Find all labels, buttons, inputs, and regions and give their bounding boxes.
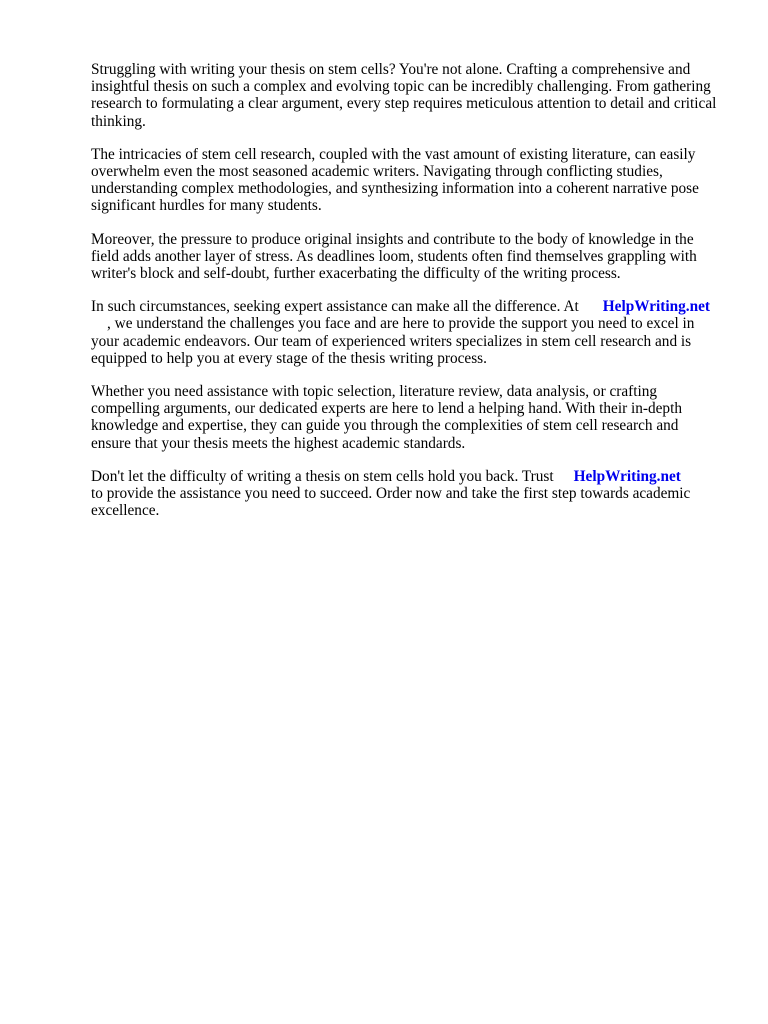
paragraph-expert-assistance bbox=[91, 298, 721, 367]
paragraph-text-after-link: , we understand the challenges you face and are here to provide the support you need to excel in your academic endeavors. Our team of experienced writers specializes in stem cell research and is equipped to help you at every stage of the thesis writing process. bbox=[91, 315, 695, 367]
paragraph-pressure: Moreover, the pressure to produce original insights and contribute to the body of knowledge in the field adds another layer of stress. As deadlines loom, students often find themselves grappling with writer's block and self-doubt, further exacerbating the difficulty of the writing process. bbox=[91, 230, 697, 283]
paragraph-text-after-link: to provide the assistance you need to succeed. Order now and take the first step towards academic excellence. bbox=[91, 485, 691, 520]
paragraph-research-challenges: The intricacies of stem cell research, coupled with the vast amount of existing literature, can easily overwhelm even the most seasoned academic writers. Navigating through conflicting studies, understanding complex methodologies, and synthesizing information into a coherent narrative pose significant hurdles for many students. bbox=[91, 145, 699, 215]
paragraph-text-before-link: In such circumstances, seeking expert assistance can make all the difference. At bbox=[91, 298, 579, 316]
helpwriting-link[interactable]: HelpWriting.net bbox=[573, 467, 681, 485]
paragraph-intro: Struggling with writing your thesis on stem cells? You're not alone. Crafting a comprehensive and insightful thesis on such a complex and evolving topic can be incredibly challenging. From gathering research to formulating a clear argument, every step requires meticulous attention to detail and critical thinking. bbox=[91, 61, 717, 130]
paragraph-text-before-link: Don't let the difficulty of writing a thesis on stem cells hold you back. Trust bbox=[91, 467, 554, 485]
document-page bbox=[91, 61, 721, 535]
paragraph-services: Whether you need assistance with topic selection, literature review, data analysis, or crafting compelling arguments, our dedicated experts are here to lend a helping hand. With their in-depth knowledge and expertise, they can guide you through the complexities of stem cell research and ensure that your thesis meets the highest academic standards. bbox=[91, 383, 682, 452]
helpwriting-link[interactable]: HelpWriting.net bbox=[602, 298, 710, 316]
paragraph-call-to-action bbox=[91, 468, 721, 520]
